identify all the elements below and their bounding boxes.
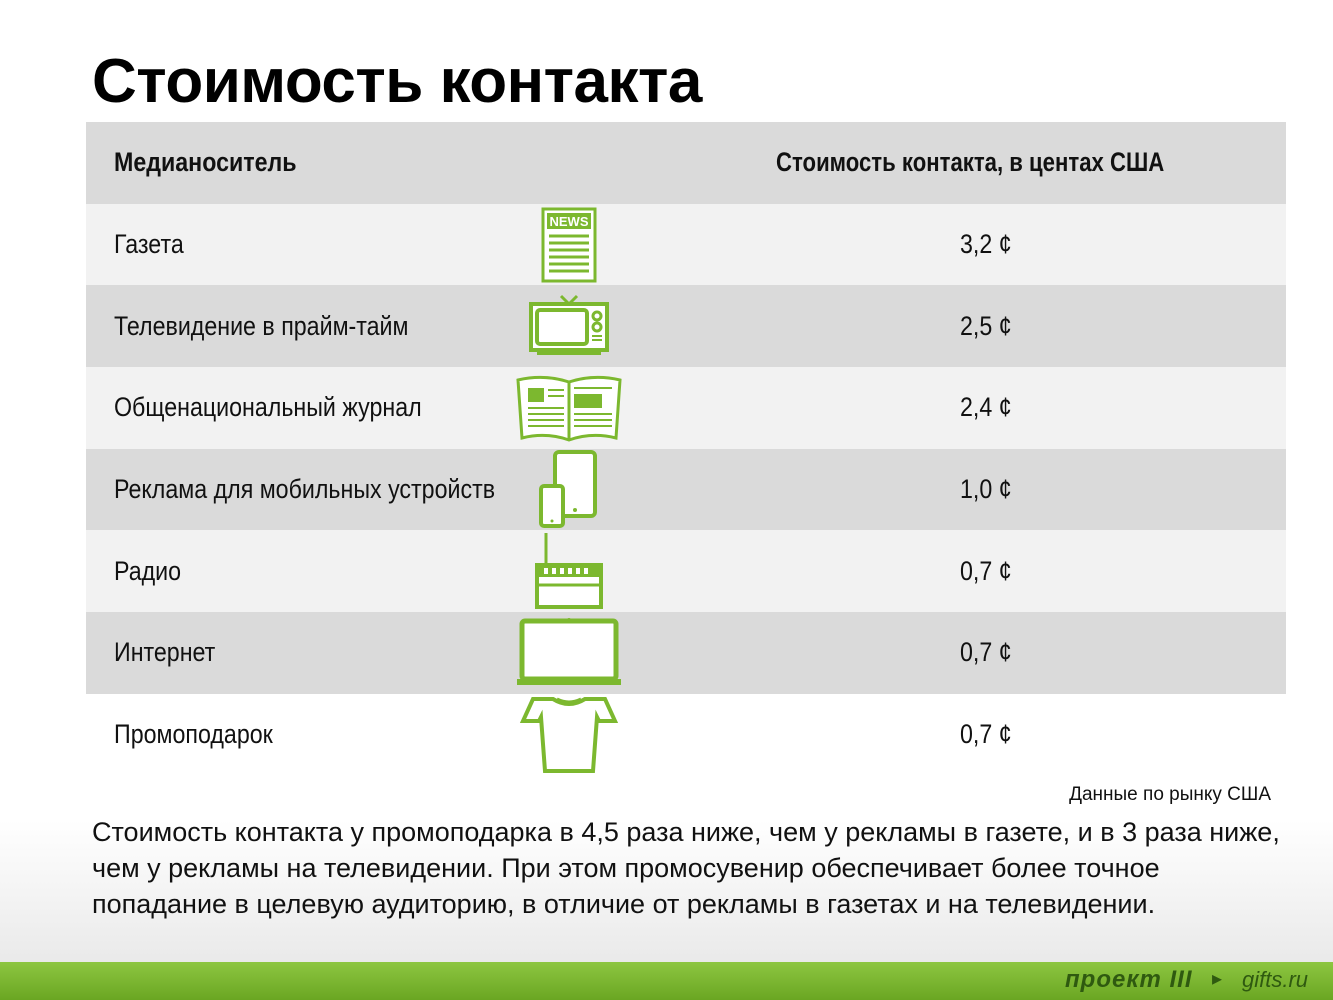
chevron-right-icon: ▸ [1212,968,1223,990]
media-name: Радио [114,555,182,586]
media-name: Промоподарок [114,719,273,750]
media-cost: 2,4 ¢ [960,392,1012,423]
table-header-row [86,122,1286,204]
table-row [86,449,1286,531]
page-title: Стоимость контакта [92,47,702,116]
laptop-icon [504,612,634,694]
tv-icon [504,285,634,367]
table-row [86,367,1286,449]
source-note: Данные по рынку США [1069,784,1271,805]
table-row [86,612,1286,694]
media-cost: 0,7 ¢ [960,719,1012,750]
media-name: Общенациональный журнал [114,392,422,423]
table-row [86,285,1286,367]
media-name: Интернет [114,637,216,668]
media-cost: 1,0 ¢ [960,474,1012,505]
mobile-devices-icon [504,449,634,531]
media-cost: 3,2 ¢ [960,229,1012,260]
table-row [86,530,1286,612]
table-row [86,694,1286,776]
svg-text:NEWS: NEWS [549,213,589,229]
media-cost: 0,7 ¢ [960,555,1012,586]
media-cost: 0,7 ¢ [960,637,1012,668]
radio-icon [504,530,634,612]
media-cost-table [86,122,1286,776]
footer-brand-logo: проект III [1065,966,1193,993]
media-name: Газета [114,229,184,260]
summary-text: Стоимость контакта у промоподарка в 4,5 раза ниже, чем у рекламы в газете, и в 3 раза ниже, чем у рекламы на телевидении. При этом промосувенир обеспечивает более точное попадание в целевую аудиторию, в отличие от рекламы в газетах и на телевидении. [92,817,1280,919]
table-row [86,204,1286,286]
newspaper-icon [504,204,634,286]
header-cost: Стоимость контакта, в центах США [776,147,1165,178]
header-media: Медианоситель [114,147,297,178]
footer-site-link[interactable]: gifts.ru [1242,967,1309,992]
magazine-icon [504,367,634,449]
media-name: Реклама для мобильных устройств [114,474,496,505]
tshirt-icon [504,694,634,776]
media-name: Телевидение в прайм-тайм [114,310,409,341]
media-cost: 2,5 ¢ [960,310,1012,341]
